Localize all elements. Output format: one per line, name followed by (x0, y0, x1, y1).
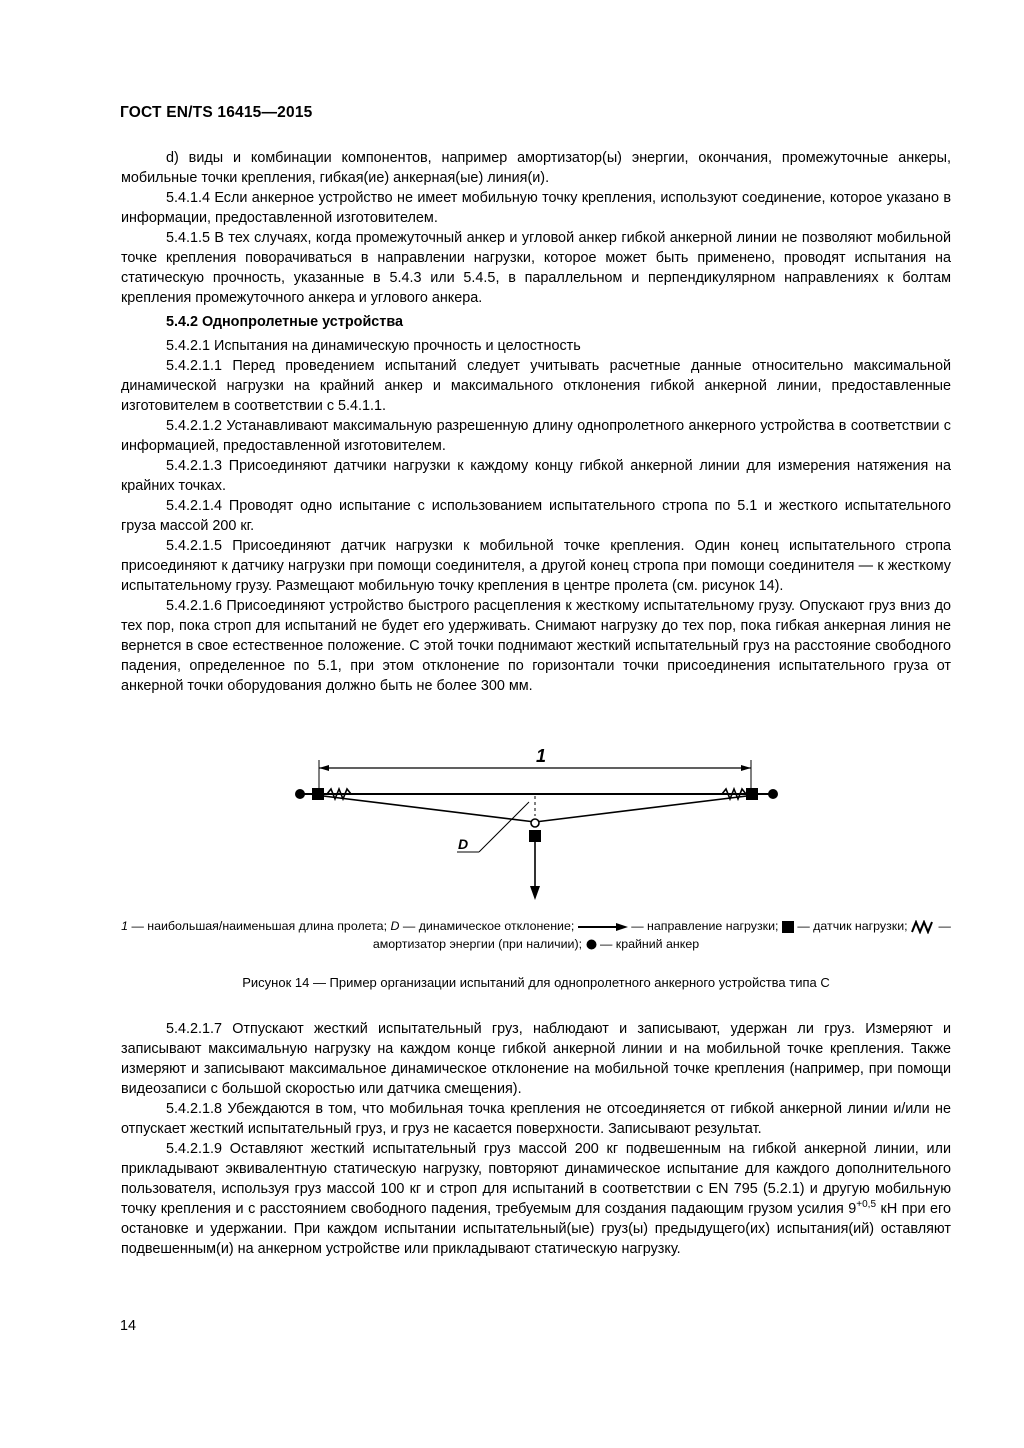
paragraph (121, 1139, 951, 1259)
text-block-top (121, 148, 951, 696)
load-sensor-left (312, 788, 324, 800)
paragraph: 5.4.1.5 В тех случаях, когда промежуточный анкер и угловой анкер гибкой анкерной линии не позволяют мобильной точке крепления поворачиваться в направлении нагрузки, которое может быть применено, проводят испытания на статическую прочность, указанные в 5.4.3 или 5.4.5, в параллельном и перпендикулярном направлениях к болтам крепления промежуточного анкера и углового анкера. (121, 230, 951, 306)
label-D: D (458, 836, 469, 852)
dimension-arrow-left (319, 765, 329, 771)
paragraph: 5.4.2.1 Испытания на динамическую прочность и целостность (166, 338, 581, 354)
page-number: 14 (120, 1318, 137, 1334)
load-sensor-right (746, 788, 758, 800)
load-direction-arrow (530, 886, 540, 900)
paragraph: 5.4.2.1.2 Устанавливают максимальную разрешенную длину однопролетного анкерного устройства в соответствии с информацией, предоставленной изготовителем. (121, 418, 951, 454)
figure-14-diagram (285, 742, 785, 902)
paragraph: 5.4.2.1.8 Убеждаются в том, что мобильная точка крепления не отсоединяется от гибкой анкерной линии и/или не отпускает жесткий испытательный груз, и груз не касается поверхности. Записывают результат. (121, 1101, 951, 1137)
paragraph: 5.4.2.1.7 Отпускают жесткий испытательный груз, наблюдают и записывают, удержан ли груз. Измеряют и записывают максимальную нагрузку на каждом конце гибкой анкерной линии и на мобильной точке крепления. Также измеряют и записывают максимальное динамическое отклонение на мобильной точке крепления (например, при помощи видеозаписи с большой скоростью или датчика смещения). (121, 1021, 951, 1097)
legend-text: — датчик нагрузки; (793, 919, 912, 933)
paragraph-text: 5.4.2.1.9 Оставляют жесткий испытательный груз массой 200 кг подвешенным на гибкой анкерной линии, или прикладывают эквивалентную статическую нагрузку, повторяют динамическое испытание для каждого дополнительного пользователя, используя груз массой 100 кг и строп для испытаний в соответствии с EN 795 (5.2.1) и другую мобильную точку крепления и с расстоянием свободного падения, требуемым для создания падающим грузом усилия 9 (121, 1141, 951, 1217)
paragraph: 5.4.2.1.4 Проводят одно испытание с использованием испытательного стропа по 5.1 и жесткого испытательного груза массой 200 кг. (121, 498, 951, 534)
legend-text: — динамическое отклонение; (399, 919, 578, 933)
figure-caption: Рисунок 14 — Пример организации испытаний для однопролетного анкерного устройства типа C (242, 975, 830, 990)
leader-line-D (479, 802, 529, 852)
section-heading: 5.4.2 Однопролетные устройства (166, 314, 404, 330)
load-sensor-center (529, 830, 541, 842)
text-block-bottom (121, 1019, 951, 1259)
paragraph: 5.4.2.1.3 Присоединяют датчики нагрузки к каждому концу гибкой анкерной линии для измерения натяжения на крайних точках. (121, 458, 951, 494)
paragraph-text: кН при его остановке и удержании. При каждом испытании испытательный(ые) груз(ы) предыдущего(их) испытания(ий) оставляют подвешенным(и) на анкерном устройстве или прикладывают статическую нагрузку. (121, 1201, 951, 1257)
end-anchor-left (295, 789, 305, 799)
legend-text: — амортизатор энергии (при наличии); (372, 919, 951, 951)
standard-header: ГОСТ EN/TS 16415—2015 (120, 104, 313, 121)
paragraph: 5.4.2.1.1 Перед проведением испытаний следует учитывать расчетные данные относительно максимальной динамической нагрузки на крайний анкер и максимального отклонения гибкой анкерной линии, предоставленные изготовителем в соответствии с 5.4.1.1. (121, 358, 951, 414)
zigzag-absorber-icon (911, 920, 935, 934)
paragraph: 5.4.1.4 Если анкерное устройство не имеет мобильную точку крепления, используют соединение, которое указано в информации, предоставленной изготовителем. (121, 190, 951, 226)
square-sensor-icon (782, 921, 794, 933)
superscript: +0,5 (856, 1199, 877, 1211)
figure-legend (121, 917, 951, 953)
paragraph: d) виды и комбинации компонентов, например амортизатор(ы) энергии, окончания, промежуточные анкеры, мобильные точки крепления, гибкая(ие) анкерная(ые) линия(и). (121, 150, 951, 186)
legend-text: — крайний анкер (596, 937, 700, 951)
dimension-arrow-right (741, 765, 751, 771)
circle-anchor-icon (586, 939, 597, 950)
deflected-line-right (535, 795, 755, 822)
arrow-icon (578, 923, 628, 931)
paragraph: 5.4.2.1.6 Присоединяют устройство быстрого расцепления к жесткому испытательному грузу. Опускают груз вниз до тех пор, пока строп для испытаний не будет его удерживать. Снимают нагрузку до тех пор, пока гибкая анкерная линия не вернется в свое естественное положение. С этой точки поднимают жесткий испытательный груз на расстояние свободного падения, определенное по 5.1, при этом отклонение по горизонтали точки присоединения испытательного груза от анкерной точки оборудования должно быть не более 300 мм. (121, 598, 951, 694)
paragraph: 5.4.2.1.5 Присоединяют датчик нагрузки к мобильной точке крепления. Один конец испытательного стропа присоединяют к датчику нагрузки при помощи соединителя, а другой конец стропа при помощи соединителя — к жесткому испытательному грузу. Размещают мобильную точку крепления в центре пролета (см. рисунок 14). (121, 538, 951, 594)
legend-text: — направление нагрузки; (627, 919, 782, 933)
mobile-attachment-point (531, 819, 539, 827)
label-1: 1 (536, 746, 547, 766)
deflected-line-left (315, 795, 535, 822)
end-anchor-right (768, 789, 778, 799)
legend-text: — наибольшая/наименьшая длина пролета; (128, 919, 391, 933)
legend-key-1: 1 (121, 919, 128, 933)
legend-key-D: D (390, 919, 400, 933)
